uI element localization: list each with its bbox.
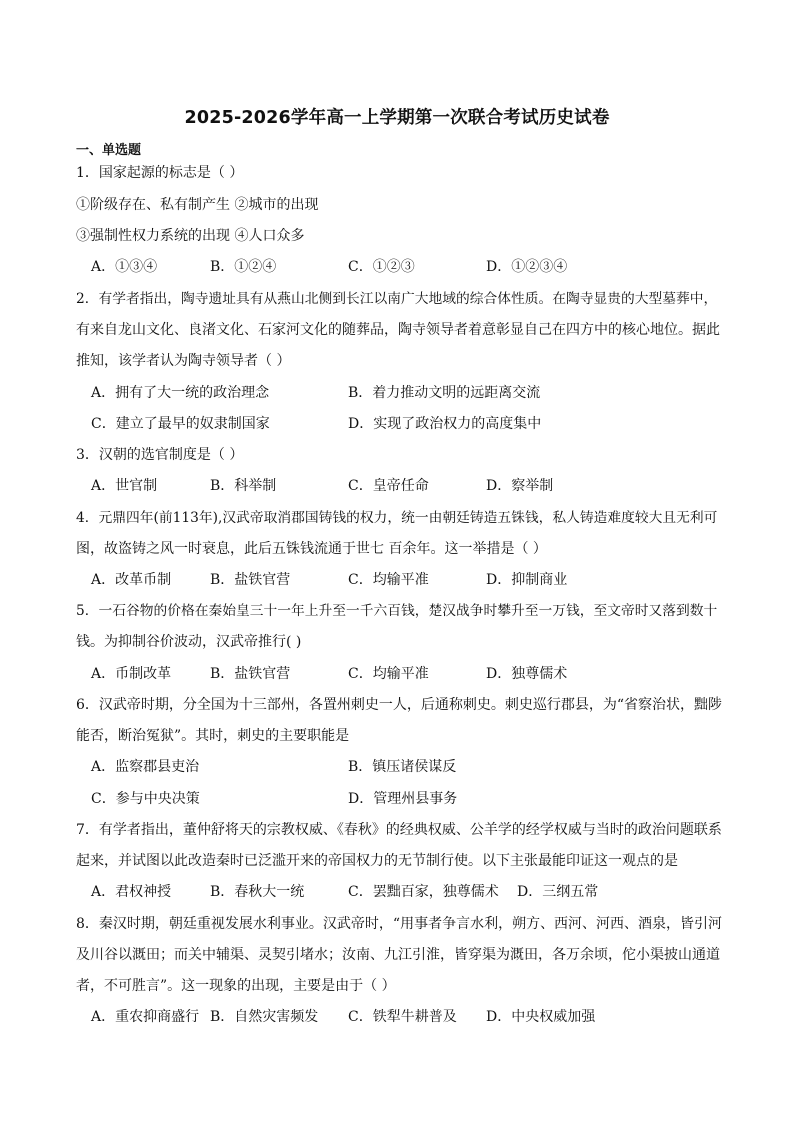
question-3-option-a[interactable]: A．世官制: [91, 478, 158, 494]
question-5-stem: 钱。为抑制谷价波动，汉武帝推行( ): [76, 634, 302, 650]
question-4-option-d[interactable]: D．抑制商业: [486, 572, 568, 588]
question-6-option-a[interactable]: A．监察郡县吏治: [91, 759, 200, 775]
question-7-option-d[interactable]: D．三纲五常: [517, 884, 599, 900]
question-5-option-d[interactable]: D．独尊儒术: [486, 666, 568, 682]
question-7-stem: 7．有学者指出，董仲舒将天的宗教权威、《春秋》的经典权威、公羊学的经学权威与当时的政治问题联系: [76, 822, 722, 838]
question-1-statement: ①阶级存在、私有制产生 ②城市的出现: [76, 197, 319, 213]
question-5-stem: 5．一石谷物的价格在秦始皇三十一年上升至一千六百钱，楚汉战争时攀升至一万钱，至文帝时又落到数十: [76, 603, 718, 619]
question-7-stem: 起来，并试图以此改造秦时已泛滥开来的帝国权力的无节制行使。以下主张最能印证这一观点的是: [76, 853, 678, 869]
question-8-stem: 8．秦汉时期，朝廷重视发展水利事业。汉武帝时，“用事者争言水利，朔方、西河、河西、酒泉，皆引河: [76, 916, 723, 932]
question-4-option-b[interactable]: B．盐铁官营: [210, 572, 291, 588]
question-1-option-b[interactable]: B．①②④: [210, 259, 277, 275]
question-4-option-c[interactable]: C．均输平准: [348, 572, 429, 588]
question-6-stem: 能否，断治冤狱”。其时，刺史的主要职能是: [76, 728, 350, 744]
question-4-stem: 图，故盗铸之风一时衰息，此后五铢钱流通于世七 百余年。这一举措是（ ）: [76, 541, 547, 557]
question-5-option-b[interactable]: B．盐铁官营: [210, 666, 291, 682]
question-2-stem: 推知，该学者认为陶寺领导者（ ）: [76, 353, 291, 369]
question-8-stem: 者，不可胜言”。这一现象的出现，主要是由于（ ）: [76, 978, 396, 994]
question-8-option-c[interactable]: C．铁犁牛耕普及: [348, 1009, 457, 1025]
question-1-statement: ③强制性权力系统的出现 ④人口众多: [76, 228, 305, 244]
question-1-option-c[interactable]: C．①②③: [348, 259, 415, 275]
question-1-stem: 1．国家起源的标志是（ ）: [76, 165, 244, 181]
question-2-stem: 有来自龙山文化、良渚文化、石家河文化的随葬品，陶寺领导者着意彰显自己在四方中的核心地位。据此: [76, 322, 720, 338]
question-8-option-d[interactable]: D．中央权威加强: [486, 1009, 596, 1025]
question-7-option-a[interactable]: A．君权神授: [91, 884, 172, 900]
exam-title: 2025-2026学年高一上学期第一次联合考试历史试卷: [184, 108, 610, 128]
section-heading: 一、单选题: [76, 143, 142, 158]
question-6-option-b[interactable]: B．镇压诸侯谋反: [348, 759, 457, 775]
question-2-option-d[interactable]: D．实现了政治权力的高度集中: [348, 416, 542, 432]
question-7-option-b[interactable]: B．春秋大一统: [210, 884, 305, 900]
question-2-option-a[interactable]: A．拥有了大一统的政治理念: [91, 385, 270, 401]
question-3-option-d[interactable]: D．察举制: [486, 478, 554, 494]
question-8-stem: 及川谷以溉田；而关中辅渠、灵契引堵水；汝南、九江引淮，皆穿渠为溉田，各万余顷，佗小渠披山通道: [76, 947, 720, 963]
question-6-stem: 6．汉武帝时期，分全国为十三部州，各置州刺史一人，后通称刺史。刺史巡行郡县，为“省察治状，黜陟: [76, 697, 723, 713]
question-3-option-b[interactable]: B．科举制: [210, 478, 277, 494]
question-2-option-b[interactable]: B．着力推动文明的远距离交流: [348, 385, 541, 401]
question-8-option-b[interactable]: B．自然灾害频发: [210, 1009, 319, 1025]
question-4-stem: 4．元鼎四年(前113年),汉武帝取消郡国铸钱的权力，统一由朝廷铸造五铢钱，私人铸造难度较大且无利可: [76, 510, 718, 526]
question-6-option-c[interactable]: C．参与中央决策: [91, 791, 200, 807]
question-7-option-c[interactable]: C．罢黜百家，独尊儒术: [348, 884, 499, 900]
question-4-option-a[interactable]: A．改革币制: [91, 572, 172, 588]
question-5-option-c[interactable]: C．均输平准: [348, 666, 429, 682]
question-2-option-c[interactable]: C．建立了最早的奴隶制国家: [91, 416, 270, 432]
question-6-option-d[interactable]: D．管理州县事务: [348, 791, 458, 807]
question-1-option-d[interactable]: D．①②③④: [486, 259, 568, 275]
question-8-option-a[interactable]: A．重农抑商盛行: [91, 1009, 200, 1025]
question-5-option-a[interactable]: A．币制改革: [91, 666, 172, 682]
question-3-stem: 3．汉朝的选官制度是（ ）: [76, 447, 244, 463]
question-1-option-a[interactable]: A．①③④: [91, 259, 158, 275]
question-3-option-c[interactable]: C．皇帝任命: [348, 478, 429, 494]
question-2-stem: 2．有学者指出，陶寺遗址具有从燕山北侧到长江以南广大地域的综合体性质。在陶寺显贵的大型墓葬中，: [76, 291, 718, 307]
